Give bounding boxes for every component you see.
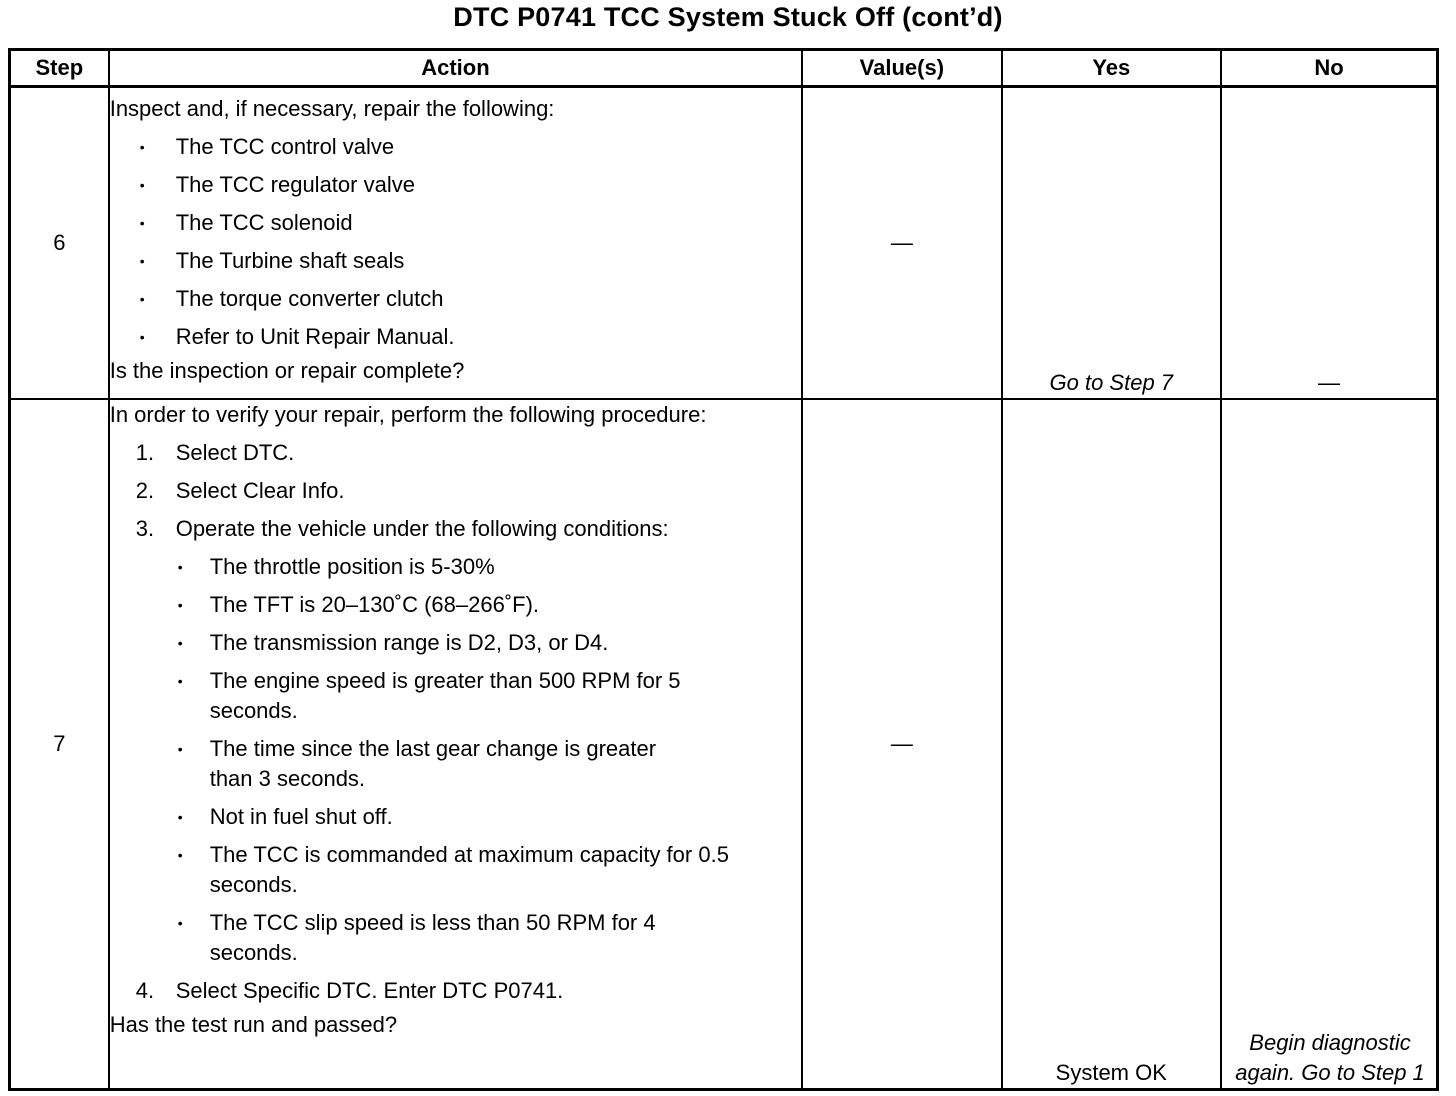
bullet-icon: •: [177, 809, 183, 825]
list-item: • The time since the last gear change is greater than 3 seconds.: [177, 736, 657, 791]
list-item: • The TCC regulator valve: [110, 170, 801, 200]
bullet-icon: •: [139, 253, 145, 269]
bullet-icon: •: [177, 635, 183, 651]
list-item: • The TFT is 20–130˚C (68–266˚F).: [110, 590, 801, 620]
list-item: • Refer to Unit Repair Manual.: [110, 322, 801, 352]
step-number: 6: [10, 87, 109, 400]
bullet-icon: •: [177, 597, 183, 613]
list-item: • The TCC control valve: [110, 132, 801, 162]
bullet-icon: •: [177, 847, 183, 863]
bullet-icon: •: [177, 915, 183, 931]
bullet-icon: •: [139, 215, 145, 231]
no-cell: Begin diagnostic again. Go to Step 1: [1221, 399, 1437, 1090]
values-cell: —: [802, 87, 1001, 400]
list-item: • The engine speed is greater than 500 RPM for 5 seconds.: [177, 668, 681, 723]
list-item: • The torque converter clutch: [110, 284, 801, 314]
bullet-icon: •: [139, 139, 145, 155]
action-question: Is the inspection or repair complete?: [109, 358, 465, 383]
yes-cell: Go to Step 7: [1002, 87, 1221, 400]
step-marker: 1.: [135, 440, 155, 465]
list-item: 3. Operate the vehicle under the following conditions:: [110, 514, 801, 544]
dtc-table: [8, 48, 1439, 1091]
table-row-step-6: [10, 87, 1438, 400]
no-cell: —: [1221, 87, 1437, 400]
list-item: • Not in fuel shut off.: [110, 802, 801, 832]
step-marker: 4.: [135, 978, 155, 1003]
list-item: 2. Select Clear Info.: [110, 476, 801, 506]
header-values: Value(s): [802, 50, 1001, 87]
bullet-icon: •: [177, 673, 183, 689]
header-yes: Yes: [1002, 50, 1221, 87]
yes-cell: System OK: [1002, 399, 1221, 1090]
list-item: • The TCC slip speed is less than 50 RPM for 4 seconds.: [177, 910, 656, 965]
list-item: • The throttle position is 5-30%: [110, 552, 801, 582]
list-item: • The Turbine shaft seals: [110, 246, 801, 276]
bullet-icon: •: [177, 741, 183, 757]
list-item: 4. Select Specific DTC. Enter DTC P0741.: [110, 976, 801, 1006]
list-item: • The TCC solenoid: [110, 208, 801, 238]
bullet-icon: •: [139, 329, 145, 345]
bullet-icon: •: [177, 559, 183, 575]
list-item: • The TCC is commanded at maximum capacity for 0.5 seconds.: [177, 842, 729, 897]
action-cell: [109, 399, 802, 1090]
action-cell: [109, 87, 802, 400]
step-marker: 2.: [135, 478, 155, 503]
table-row-step-7: [10, 399, 1438, 1090]
list-item: 1. Select DTC.: [110, 438, 801, 468]
step-marker: 3.: [135, 516, 155, 541]
page-title: DTC P0741 TCC System Stuck Off (cont’d): [453, 2, 1003, 32]
bullet-icon: •: [139, 177, 145, 193]
header-row: [10, 50, 1438, 87]
header-step: Step: [10, 50, 109, 87]
bullet-icon: •: [139, 291, 145, 307]
values-cell: —: [802, 399, 1001, 1090]
action-question: Has the test run and passed?: [109, 1012, 398, 1037]
list-item: • The transmission range is D2, D3, or D4.: [110, 628, 801, 658]
header-no: No: [1221, 50, 1437, 87]
step-number: 7: [10, 399, 109, 1090]
header-action: Action: [109, 50, 802, 87]
action-intro: Inspect and, if necessary, repair the following:: [109, 96, 555, 121]
action-intro: In order to verify your repair, perform the following procedure:: [109, 402, 707, 427]
